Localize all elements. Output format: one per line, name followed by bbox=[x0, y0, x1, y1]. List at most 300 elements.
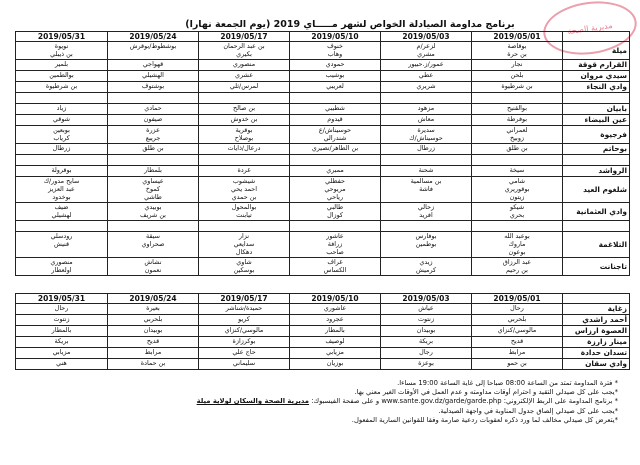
pharmacist-name: سايح مدور/ك bbox=[43, 177, 80, 185]
table-row bbox=[16, 337, 630, 348]
pharmacy-cell: كريو bbox=[199, 315, 290, 326]
pharmacist-name: بن مسالمية bbox=[410, 177, 442, 185]
pharmacist-name: بوفرطة bbox=[506, 115, 528, 123]
pharmacist-name: رودسلي bbox=[50, 232, 73, 240]
pharmacist-name: بن حمدي bbox=[231, 193, 257, 201]
pharmacy-cell: بلحربي bbox=[472, 315, 563, 326]
municipality-name: تاجنانت bbox=[563, 258, 630, 276]
pharmacist-name: فاشة bbox=[419, 185, 433, 193]
pharmacy-cell bbox=[290, 155, 381, 166]
pharmacist-name: اولعطار bbox=[51, 266, 72, 274]
pharmacy-cell bbox=[472, 203, 563, 221]
pharmacy-cell: مالوسي/كنزاي bbox=[199, 326, 290, 337]
pharmacy-cell bbox=[381, 60, 472, 71]
pharmacist-name: ماروك bbox=[508, 240, 526, 248]
pharmacy-cell bbox=[199, 82, 290, 93]
pharmacist-name: منصوري bbox=[232, 60, 256, 68]
pharmacist-name: صحراوي bbox=[141, 240, 165, 248]
table-row bbox=[16, 60, 630, 71]
pharmacy-cell bbox=[472, 42, 563, 60]
pharmacist-name: قنيش bbox=[53, 240, 70, 248]
pharmacist-name: ممبري bbox=[326, 166, 344, 174]
stamp-text: مديرية الصحة bbox=[566, 20, 614, 36]
table-row bbox=[16, 115, 630, 126]
table-row bbox=[16, 359, 630, 370]
pharmacy-cell bbox=[108, 104, 199, 115]
pharmacy-cell bbox=[472, 166, 563, 177]
table-row bbox=[16, 315, 630, 326]
table-row bbox=[16, 42, 630, 60]
table-row bbox=[16, 203, 630, 221]
municipality-name: الرواشد bbox=[563, 166, 630, 177]
pharmacist-name: شيشوب bbox=[232, 177, 256, 185]
pharmacist-name: رياحي bbox=[326, 193, 344, 201]
date-header: 2019/05/24 bbox=[108, 294, 199, 304]
municipality-name: القرارم قوقة bbox=[563, 60, 630, 71]
note-text: *يتعرض كل صيدلي مخالف لما ورد ذكره لعقوبات ردعية صارمة وفقا للقوانين السارية المفعول. bbox=[351, 415, 618, 424]
pharmacist-name: بن طلق bbox=[142, 144, 164, 152]
pharmacy-cell bbox=[108, 221, 199, 232]
pharmacy-cell bbox=[381, 177, 472, 203]
pharmacy-cell bbox=[108, 155, 199, 166]
pharmacy-cell bbox=[16, 71, 108, 82]
pharmacist-name: بحري bbox=[509, 211, 525, 219]
pharmacist-name: سدايعي bbox=[233, 240, 255, 248]
pharmacy-cell bbox=[199, 221, 290, 232]
municipality-name bbox=[563, 155, 630, 166]
pharmacy-cell bbox=[472, 82, 563, 93]
pharmacy-cell bbox=[290, 203, 381, 221]
pharmacy-cell bbox=[290, 144, 381, 155]
pharmacy-cell bbox=[108, 60, 199, 71]
pharmacy-cell bbox=[381, 203, 472, 221]
municipality-name: وادي النجاء bbox=[563, 82, 630, 93]
pharmacy-cell: بن حمادة bbox=[108, 359, 199, 370]
pharmacist-name: كرياب bbox=[53, 134, 70, 142]
pharmacy-cell: بريكة bbox=[16, 337, 108, 348]
date-header: 2019/05/31 bbox=[16, 32, 108, 42]
pharmacist-name: دهكال bbox=[235, 248, 253, 256]
pharmacist-name: نعمون bbox=[144, 266, 162, 274]
pharmacy-cell bbox=[16, 203, 108, 221]
pharmacy-cell bbox=[290, 104, 381, 115]
pharmacist-name: بوسكين bbox=[233, 266, 255, 274]
pharmacist-name: ضيف bbox=[54, 203, 69, 211]
pharmacy-cell bbox=[16, 258, 108, 276]
pharmacy-cell: بلحربي bbox=[108, 315, 199, 326]
pharmacy-cell: عاشوري bbox=[290, 304, 381, 315]
table-row bbox=[16, 82, 630, 93]
pharmacy-cell: بوبيدان bbox=[381, 326, 472, 337]
pharmacy-cell: مزيابي bbox=[16, 348, 108, 359]
date-header: 2019/05/17 bbox=[199, 32, 290, 42]
pharmacy-cell bbox=[16, 144, 108, 155]
pharmacist-name: عبد الرزاق bbox=[502, 258, 532, 266]
pharmacist-name: لهشيلي bbox=[51, 211, 72, 219]
pharmacy-cell bbox=[199, 42, 290, 60]
pharmacy-cell bbox=[472, 115, 563, 126]
pharmacist-name: شريري bbox=[416, 82, 436, 90]
pharmacy-cell: لوصيف bbox=[290, 337, 381, 348]
pharmacy-cell bbox=[472, 93, 563, 104]
pharmacy-cell: بوبيدان bbox=[108, 326, 199, 337]
pharmacy-cell bbox=[16, 42, 108, 60]
pharmacist-name: بوالقنيح bbox=[506, 104, 528, 112]
pharmacy-cell bbox=[199, 71, 290, 82]
pharmacy-cell: مرابط bbox=[108, 348, 199, 359]
table-row bbox=[16, 221, 630, 232]
pharmacist-name: بوصلاح bbox=[234, 134, 254, 142]
municipality-name: العصوة ارزاس bbox=[563, 326, 630, 337]
pharmacist-name: شامي bbox=[508, 177, 526, 185]
pharmacist-name: بن الطاهر/نصيري bbox=[311, 144, 359, 152]
pharmacist-name: قهواجي bbox=[142, 60, 164, 68]
municipality-name: وادي سقان bbox=[563, 359, 630, 370]
pharmacy-cell bbox=[108, 166, 199, 177]
schedule-table-secondary bbox=[15, 293, 630, 370]
pharmacy-cell bbox=[16, 82, 108, 93]
pharmacy-cell bbox=[381, 71, 472, 82]
pharmacy-cell bbox=[199, 60, 290, 71]
pharmacy-cell bbox=[381, 82, 472, 93]
table-row bbox=[16, 304, 630, 315]
table-row bbox=[16, 71, 630, 82]
date-header: 2019/05/24 bbox=[108, 32, 199, 42]
table-row bbox=[16, 348, 630, 359]
municipality-name: التلاغمة bbox=[563, 232, 630, 258]
note-text: * برنامج المداومة على الربط الإلكتروني: www.sante.gov.dz/garde/garde.php و على صفحة الفيسبوك: bbox=[311, 397, 618, 406]
pharmacy-cell bbox=[472, 71, 563, 82]
pharmacy-cell bbox=[199, 144, 290, 155]
pharmacist-name: بن ذيبلي bbox=[50, 50, 73, 58]
pharmacy-cell bbox=[199, 104, 290, 115]
pharmacist-name: الهشيلي bbox=[142, 71, 164, 79]
pharmacy-cell bbox=[199, 155, 290, 166]
pharmacy-cell bbox=[290, 221, 381, 232]
pharmacy-cell bbox=[472, 155, 563, 166]
pharmacy-cell: بعيرة bbox=[108, 304, 199, 315]
pharmacist-name: مزهود bbox=[417, 104, 435, 112]
pharmacy-cell bbox=[290, 232, 381, 258]
pharmacist-name: نجار bbox=[511, 60, 523, 68]
pharmacy-cell bbox=[381, 166, 472, 177]
pharmacy-cell bbox=[381, 126, 472, 144]
pharmacy-cell bbox=[16, 93, 108, 104]
pharmacy-cell bbox=[199, 93, 290, 104]
pharmacist-name: سديرة bbox=[417, 126, 435, 134]
pharmacist-name: شندرالي bbox=[323, 134, 347, 142]
pharmacist-name: كرميش bbox=[415, 266, 437, 274]
pharmacy-cell bbox=[16, 126, 108, 144]
pharmacy-cell: بالمطار bbox=[290, 326, 381, 337]
pharmacy-cell bbox=[16, 104, 108, 115]
note-line bbox=[70, 397, 618, 406]
pharmacist-name: بن طلق bbox=[506, 144, 528, 152]
pharmacist-name: زيدي bbox=[419, 258, 433, 266]
pharmacist-name: بلحن bbox=[510, 71, 524, 79]
pharmacy-cell bbox=[108, 232, 199, 258]
pharmacist-name: سيخة bbox=[509, 166, 525, 174]
pharmacist-name: بوشتوف bbox=[141, 82, 165, 90]
pharmacist-name: بوفارس bbox=[415, 232, 437, 240]
pharmacist-name: زياد bbox=[56, 104, 67, 112]
pharmacy-cell: مرابط bbox=[472, 348, 563, 359]
pharmacist-name: زوبيخ bbox=[509, 134, 524, 142]
pharmacy-cell: رحال bbox=[16, 304, 108, 315]
document-title: برنامج مداومة الصيادلة الخواص لشهر مـــــاي 2019 (يوم الجمعة نهارا) bbox=[185, 19, 515, 30]
pharmacist-name: عيساوي bbox=[142, 177, 164, 185]
pharmacy-cell: حميدة/شناشر bbox=[199, 304, 290, 315]
pharmacy-cell bbox=[472, 126, 563, 144]
pharmacist-name: قيدوم bbox=[327, 115, 343, 123]
pharmacist-name: عشري bbox=[234, 71, 254, 79]
pharmacist-name: بن عبد الرحمان bbox=[223, 42, 265, 50]
municipality-name: سيدي مروان bbox=[563, 71, 630, 82]
pharmacist-name: حمودي bbox=[325, 60, 345, 68]
pharmacy-cell bbox=[16, 166, 108, 177]
pharmacist-name: لمرس/ثلي bbox=[229, 82, 259, 90]
facebook-page-link: مديرية الصحة والسكان لولاية ميلة bbox=[196, 397, 310, 406]
pharmacist-name: حفظلي bbox=[325, 177, 345, 185]
pharmacist-name: بوعبد الله bbox=[504, 232, 530, 240]
municipality-name bbox=[563, 93, 630, 104]
pharmacist-name: بوطمين bbox=[415, 240, 437, 248]
pharmacist-name: زرطال bbox=[417, 144, 435, 152]
pharmacist-name: معاش bbox=[417, 115, 435, 123]
pharmacist-name: صاحب bbox=[326, 248, 344, 256]
pharmacist-name: بن حرة bbox=[507, 50, 527, 58]
pharmacist-name: بن خدوش bbox=[230, 115, 258, 123]
pharmacy-cell bbox=[381, 155, 472, 166]
pharmacy-cell: هني bbox=[16, 359, 108, 370]
pharmacist-name: بن رحيم bbox=[506, 266, 528, 274]
table-row bbox=[16, 126, 630, 144]
pharmacist-name: بوالطمين bbox=[49, 71, 74, 79]
pharmacy-cell bbox=[290, 82, 381, 93]
pharmacy-cell bbox=[290, 115, 381, 126]
pharmacist-name: احمد يحي bbox=[230, 185, 258, 193]
pharmacy-cell: رحال bbox=[472, 304, 563, 315]
note-line bbox=[70, 416, 618, 425]
note-line bbox=[70, 407, 618, 416]
pharmacist-name: الكساس bbox=[323, 266, 347, 274]
pharmacy-cell bbox=[290, 60, 381, 71]
pharmacist-name: مريوحي bbox=[324, 185, 346, 193]
pharmacist-name: زرطال bbox=[52, 144, 71, 152]
pharmacy-cell bbox=[381, 115, 472, 126]
pharmacy-cell bbox=[108, 203, 199, 221]
pharmacist-name: حوسيناش/ع bbox=[318, 126, 352, 134]
pharmacy-cell: زنتوت bbox=[16, 315, 108, 326]
municipality-name: أحمد راشدي bbox=[563, 315, 630, 326]
pharmacy-cell bbox=[290, 42, 381, 60]
pharmacy-cell bbox=[16, 221, 108, 232]
pharmacy-cell bbox=[472, 232, 563, 258]
pharmacist-name: بوقوريري bbox=[504, 185, 530, 193]
pharmacy-cell bbox=[199, 166, 290, 177]
pharmacist-name: شوقي bbox=[52, 115, 71, 123]
pharmacist-name: بوقاصة bbox=[507, 42, 527, 50]
pharmacist-name: بوشيب bbox=[325, 71, 345, 79]
pharmacy-cell bbox=[381, 232, 472, 258]
pharmacist-name: طالبي bbox=[326, 203, 344, 211]
pharmacist-name: بوخدود bbox=[52, 193, 71, 201]
pharmacy-cell bbox=[472, 144, 563, 155]
table-row bbox=[16, 155, 630, 166]
pharmacy-cell bbox=[108, 93, 199, 104]
date-header: 2019/05/03 bbox=[381, 294, 472, 304]
pharmacist-name: بوعون bbox=[508, 248, 526, 256]
pharmacy-cell bbox=[16, 155, 108, 166]
pharmacy-cell bbox=[472, 60, 563, 71]
pharmacist-name: حمادي bbox=[144, 104, 162, 112]
pharmacist-name: غراف bbox=[327, 258, 343, 266]
municipality-name: بوحاتم bbox=[563, 144, 630, 155]
pharmacy-cell: حاج علي bbox=[199, 348, 290, 359]
pharmacy-cell bbox=[16, 177, 108, 203]
pharmacist-name: نشاش bbox=[144, 258, 162, 266]
municipality-name: شلغوم العيد bbox=[563, 177, 630, 203]
pharmacy-cell: بالمطار bbox=[16, 326, 108, 337]
pharmacy-cell bbox=[290, 177, 381, 203]
pharmacy-cell bbox=[381, 144, 472, 155]
pharmacist-name: بوبعين bbox=[53, 126, 70, 134]
pharmacy-cell bbox=[16, 60, 108, 71]
municipality-name: مينار زارزة bbox=[563, 337, 630, 348]
pharmacy-cell bbox=[199, 177, 290, 203]
pharmacy-cell bbox=[199, 232, 290, 258]
pharmacy-cell bbox=[381, 93, 472, 104]
pharmacy-cell: سليماني bbox=[199, 359, 290, 370]
pharmacy-cell: قديح bbox=[108, 337, 199, 348]
pharmacist-name: شيكو bbox=[509, 203, 525, 211]
municipality-name: فرجيوة bbox=[563, 126, 630, 144]
pharmacy-cell bbox=[290, 126, 381, 144]
table-row bbox=[16, 144, 630, 155]
municipality-name: عين البيضاء bbox=[563, 115, 630, 126]
pharmacy-cell: بوزيان bbox=[290, 359, 381, 370]
pharmacist-name: عبد العزيز bbox=[48, 185, 75, 193]
pharmacist-name: كموخ bbox=[145, 185, 161, 193]
pharmacy-cell: مالوسي/كنزاي bbox=[472, 326, 563, 337]
pharmacist-name: بكيري bbox=[236, 50, 252, 58]
pharmacist-name: بوقرية bbox=[235, 126, 253, 134]
pharmacy-cell: بريكة bbox=[381, 337, 472, 348]
pharmacy-cell bbox=[16, 232, 108, 258]
note-text: *يجب على كل صيدلي التقيد و احترام أوقات مداومته و عدم العمل في الأوقات الغير معني بها. bbox=[354, 388, 618, 397]
pharmacist-name: سيقة bbox=[146, 232, 160, 240]
pharmacy-cell bbox=[290, 166, 381, 177]
pharmacist-name: درعال/ذايات bbox=[227, 144, 261, 152]
date-header: 2019/05/31 bbox=[16, 294, 108, 304]
pharmacist-name: نزار bbox=[238, 232, 250, 240]
pharmacist-name: منصوري bbox=[50, 258, 73, 266]
pharmacist-name: بوبيدي bbox=[144, 203, 162, 211]
pharmacist-name: تيابنت bbox=[236, 211, 252, 219]
pharmacy-cell bbox=[108, 42, 199, 60]
pharmacist-name: بن صالح bbox=[232, 104, 256, 112]
pharmacy-cell bbox=[199, 126, 290, 144]
pharmacy-cell bbox=[108, 258, 199, 276]
municipality-name bbox=[563, 221, 630, 232]
pharmacist-name: عطي bbox=[418, 71, 434, 79]
pharmacist-name: حوسيناش/ك bbox=[409, 134, 443, 142]
date-header: 2019/05/01 bbox=[472, 32, 563, 42]
table-corner bbox=[563, 32, 630, 42]
pharmacist-name: شحنة bbox=[418, 166, 434, 174]
pharmacy-cell: رجال bbox=[381, 348, 472, 359]
pharmacy-cell: مزيابي bbox=[290, 348, 381, 359]
pharmacist-name: وهاب bbox=[327, 50, 343, 58]
pharmacist-name: زحالي bbox=[417, 203, 435, 211]
date-header: 2019/05/10 bbox=[290, 294, 381, 304]
pharmacy-cell: عجرود bbox=[290, 315, 381, 326]
pharmacist-name: عزرة bbox=[146, 126, 160, 134]
date-header: 2019/05/17 bbox=[199, 294, 290, 304]
pharmacist-name: نويوة bbox=[54, 42, 69, 50]
note-line bbox=[70, 388, 618, 397]
table-corner bbox=[563, 294, 630, 304]
table-row bbox=[16, 104, 630, 115]
pharmacist-name: عاشور bbox=[326, 232, 344, 240]
pharmacy-cell bbox=[108, 115, 199, 126]
table-row bbox=[16, 232, 630, 258]
pharmacy-cell bbox=[199, 203, 290, 221]
table-row bbox=[16, 93, 630, 104]
pharmacist-name: بن شرطيوة bbox=[45, 82, 78, 90]
pharmacist-name: زيتون bbox=[509, 193, 525, 201]
note-text: *يجب على كل صيدلي إلصاق جدول المناوبة في واجهة الصيدلية. bbox=[438, 406, 618, 415]
pharmacist-name: جريبع bbox=[145, 134, 161, 142]
note-line bbox=[70, 379, 618, 388]
pharmacy-cell bbox=[472, 104, 563, 115]
notes-section bbox=[70, 379, 618, 425]
pharmacy-cell bbox=[108, 144, 199, 155]
pharmacist-name: بوشطوط/بوقرش bbox=[129, 42, 177, 50]
pharmacist-name: بوالمحول bbox=[231, 203, 257, 211]
pharmacist-name: مشري bbox=[417, 50, 435, 58]
pharmacist-name: بوقرولة bbox=[51, 166, 72, 174]
pharmacy-cell bbox=[108, 126, 199, 144]
pharmacy-cell bbox=[290, 93, 381, 104]
municipality-name: بابيان bbox=[563, 104, 630, 115]
pharmacy-cell bbox=[381, 104, 472, 115]
pharmacist-name: شاوي bbox=[236, 258, 252, 266]
municipality-name: تسدان حدادة bbox=[563, 348, 630, 359]
date-header: 2019/05/03 bbox=[381, 32, 472, 42]
pharmacy-cell bbox=[472, 177, 563, 203]
pharmacy-cell bbox=[108, 71, 199, 82]
pharmacy-cell: بوعزة bbox=[381, 359, 472, 370]
pharmacy-cell: بن حمو bbox=[472, 359, 563, 370]
pharmacy-cell bbox=[108, 82, 199, 93]
pharmacy-cell bbox=[199, 258, 290, 276]
pharmacist-name: لزعر/م bbox=[416, 42, 436, 50]
pharmacist-name: صيفون bbox=[143, 115, 163, 123]
pharmacy-cell bbox=[290, 71, 381, 82]
pharmacy-cell bbox=[472, 258, 563, 276]
municipality-name: ميلة bbox=[563, 42, 630, 60]
schedule-table-main bbox=[15, 31, 630, 276]
pharmacy-cell bbox=[381, 258, 472, 276]
pharmacy-cell: زنتوت bbox=[381, 315, 472, 326]
pharmacist-name: كوزال bbox=[327, 211, 343, 219]
pharmacist-name: افريد bbox=[419, 211, 433, 219]
pharmacist-name: لعمراني bbox=[506, 126, 528, 134]
pharmacy-cell bbox=[16, 115, 108, 126]
pharmacist-name: غردة bbox=[237, 166, 251, 174]
pharmacist-name: بن شرطيوة bbox=[501, 82, 533, 90]
